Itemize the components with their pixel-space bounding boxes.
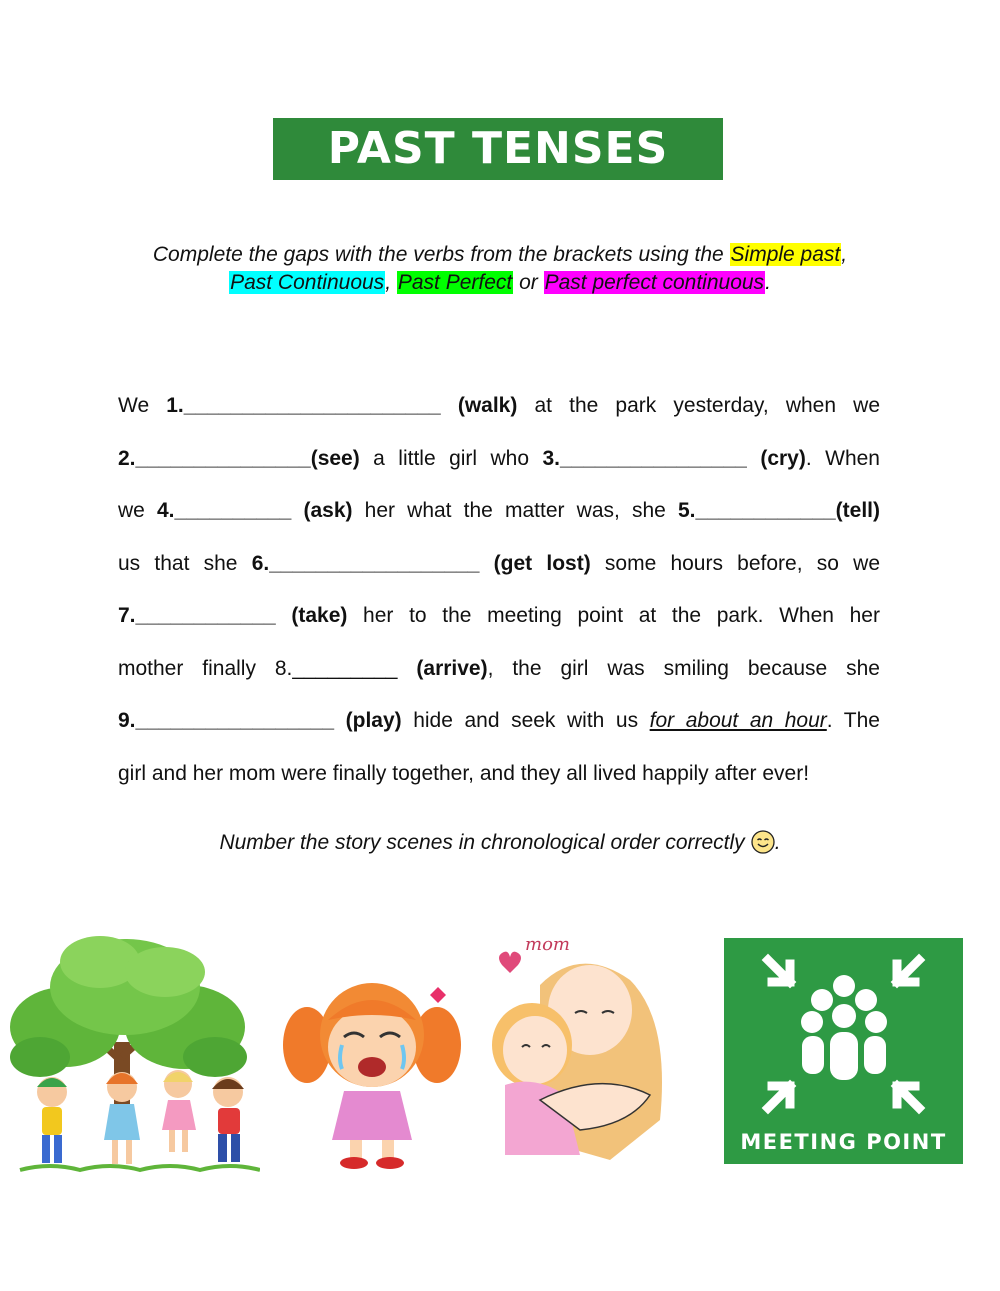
meeting-point-label: MEETING POINT <box>740 1130 947 1154</box>
gap-4[interactable]: 4.__________ <box>157 499 292 522</box>
instructions-prefix: Complete the gaps with the verbs from the brackets using the <box>152 243 730 266</box>
verb-7: (take) <box>291 604 348 627</box>
text: . When <box>805 446 880 470</box>
text: , the girl was smiling because she <box>487 656 880 680</box>
underlined-phrase: for about an hour <box>649 709 827 732</box>
gap-3[interactable]: 3.________________ <box>542 446 747 470</box>
scene-meeting-point[interactable] <box>724 938 963 1164</box>
text: girl and her mom were finally together, and they all lived happily after ever! <box>118 761 810 785</box>
tense-past-perfect-continuous: Past perfect continuous <box>544 271 765 294</box>
text: We <box>118 394 167 417</box>
gap-1[interactable]: 1.______________________ <box>166 394 441 417</box>
sep: or <box>513 271 544 294</box>
verb-8: (arrive) <box>416 656 488 680</box>
scene-mom-hug[interactable] <box>480 925 700 1170</box>
tense-past-perfect: Past Perfect <box>397 271 513 294</box>
text: we <box>118 499 157 522</box>
scene-crying-girl[interactable] <box>282 975 462 1170</box>
verb-1: (walk) <box>457 394 518 417</box>
sep: , <box>385 271 397 294</box>
verb-4: (ask) <box>303 499 353 522</box>
story-line <box>118 538 880 591</box>
text: hide and seek with us <box>401 709 650 732</box>
kid-icon <box>104 1072 140 1164</box>
gap-9[interactable]: 9._________________ <box>118 709 335 732</box>
verb-5: (tell) <box>835 499 880 522</box>
gap-8[interactable]: 8._________ <box>274 656 398 680</box>
verb-2: (see) <box>310 446 360 470</box>
heart-icon <box>499 952 521 973</box>
mom-label: mom <box>525 934 570 955</box>
scene-kids-under-tree[interactable] <box>0 932 260 1177</box>
text: . The <box>826 709 880 732</box>
text: her to the meeting point at the park. When her <box>347 604 880 627</box>
sep: . <box>765 271 771 294</box>
gap-6[interactable]: 6.__________________ <box>251 551 480 575</box>
order-instruction <box>100 828 900 858</box>
page-title: PAST TENSES <box>327 123 669 174</box>
text: some hours before, so we <box>590 551 880 575</box>
story-line <box>118 643 880 696</box>
verb-3: (cry) <box>760 446 806 470</box>
verb-9: (play) <box>345 709 402 732</box>
text: us that she <box>118 551 252 575</box>
kid-icon <box>37 1077 67 1163</box>
story-line <box>118 695 880 748</box>
order-note-text: Number the story scenes in chronological order correctly <box>219 831 745 854</box>
tense-simple-past: Simple past <box>730 243 841 266</box>
period: . <box>774 831 781 854</box>
gap-2[interactable]: 2._______________ <box>118 446 311 470</box>
text: mother finally <box>118 656 275 680</box>
story-line <box>118 485 880 538</box>
mom-hug-icon <box>492 964 662 1160</box>
meeting-point-icon <box>724 938 963 1118</box>
gap-7[interactable]: 7.____________ <box>118 604 276 627</box>
smiley-icon <box>751 830 775 854</box>
kid-icon <box>162 1070 196 1152</box>
crying-girl-icon <box>283 983 461 1169</box>
tense-past-continuous: Past Continuous <box>230 271 385 294</box>
text: at the park yesterday, when we <box>517 394 880 417</box>
kid-icon <box>212 1077 244 1162</box>
story-line <box>118 590 880 643</box>
verb-6: (get lost) <box>493 551 591 575</box>
text: her what the matter was, she <box>352 499 678 522</box>
title-banner <box>273 118 723 180</box>
instructions <box>100 241 900 297</box>
story-line <box>118 433 880 486</box>
story-line <box>118 748 880 801</box>
text: a little girl who <box>359 446 543 470</box>
story-line <box>118 380 880 433</box>
sep: , <box>841 243 848 266</box>
story-paragraph <box>118 380 880 800</box>
gap-5[interactable]: 5.____________ <box>678 499 836 522</box>
